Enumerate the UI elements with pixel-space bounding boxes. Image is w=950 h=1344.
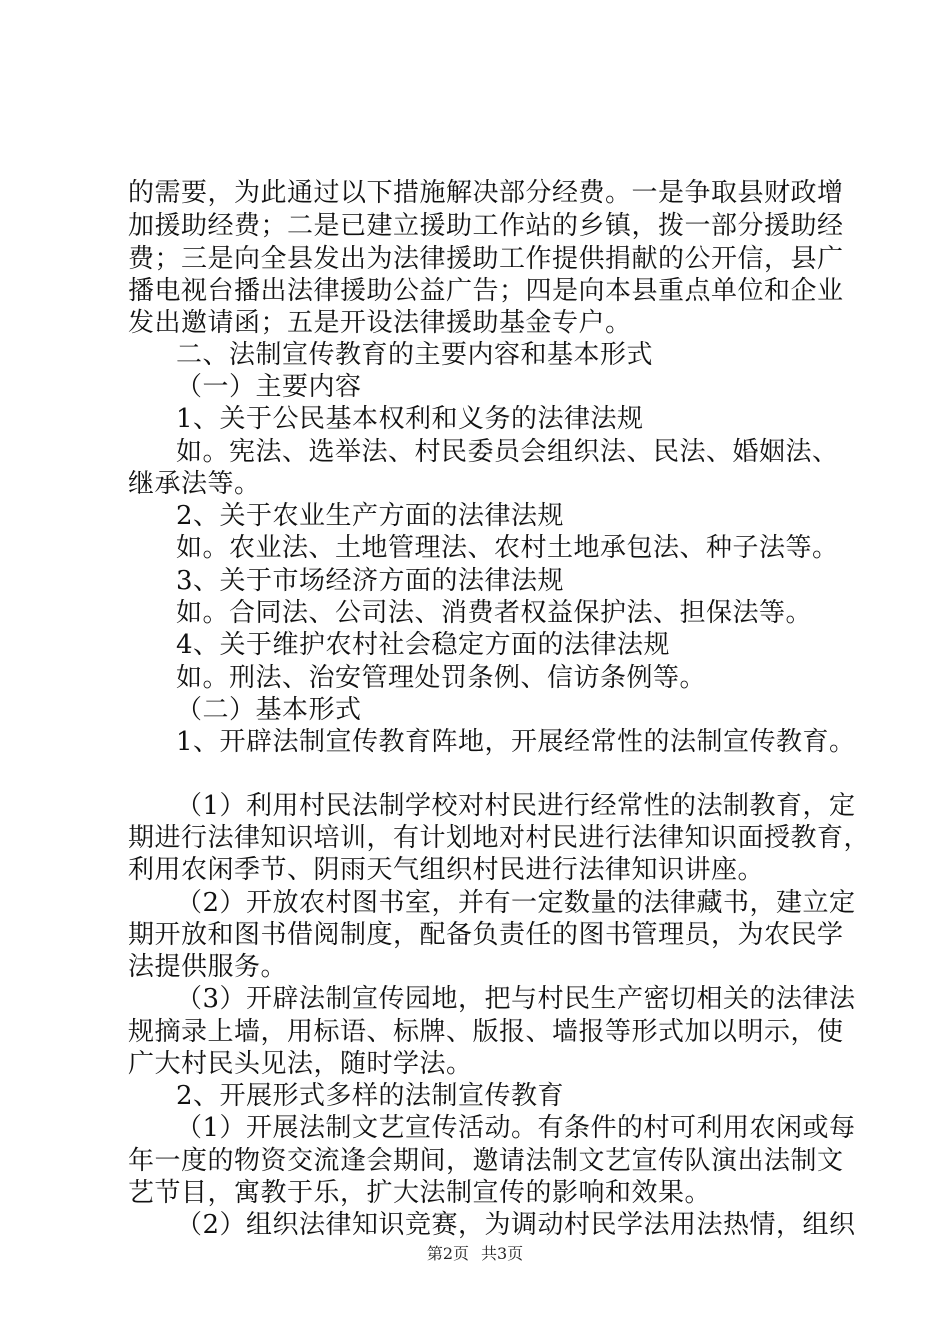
text-line: 法提供服务。 bbox=[128, 952, 288, 982]
text-line: （3）开辟法制宣传园地，把与村民生产密切相关的法律法 bbox=[176, 984, 856, 1014]
text-line: 播电视台播出法律援助公益广告；四是向本县重点单位和企业 bbox=[128, 276, 844, 306]
text-line: 发出邀请函；五是开设法律援助基金专户。 bbox=[128, 308, 632, 338]
text-line: 艺节目，寓教于乐，扩大法制宣传的影响和效果。 bbox=[128, 1178, 712, 1208]
text-line: 费；三是向全县发出为法律援助工作提供捐献的公开信，县广 bbox=[128, 244, 844, 274]
page-footer bbox=[0, 1244, 950, 1264]
text-line: 年一度的物资交流逢会期间，邀请法制文艺宣传队演出法制文 bbox=[128, 1146, 844, 1176]
text-line: 规摘录上墙，用标语、标牌、版报、墙报等形式加以明示，使 bbox=[128, 1017, 844, 1047]
text-line: （2）开放农村图书室，并有一定数量的法律藏书，建立定 bbox=[176, 888, 856, 918]
page-total: 共3页 bbox=[481, 1244, 524, 1263]
text-line: 继承法等。 bbox=[128, 469, 261, 499]
section-heading: 二、法制宣传教育的主要内容和基本形式 bbox=[176, 340, 654, 370]
text-line: 加援助经费；二是已建立援助工作站的乡镇，拨一部分援助经 bbox=[128, 211, 844, 241]
text-line: 如。合同法、公司法、消费者权益保护法、担保法等。 bbox=[176, 598, 813, 628]
text-line: 如。农业法、土地管理法、农村土地承包法、种子法等。 bbox=[176, 533, 839, 563]
text-line: 如。刑法、治安管理处罚条例、信访条例等。 bbox=[176, 663, 707, 693]
subsection-heading: （一）主要内容 bbox=[176, 372, 362, 402]
item-heading: 1、关于公民基本权利和义务的法律法规 bbox=[176, 404, 644, 434]
item-heading: 2、关于农业生产方面的法律法规 bbox=[176, 501, 565, 531]
item-heading: 3、关于市场经济方面的法律法规 bbox=[176, 566, 565, 596]
text-line: 期进行法律知识培训，有计划地对村民进行法律知识面授教育， bbox=[128, 823, 871, 853]
page-number: 第2页 bbox=[426, 1244, 469, 1263]
item-heading: 4、关于维护农村社会稳定方面的法律法规 bbox=[176, 630, 671, 660]
text-line: （1）利用村民法制学校对村民进行经常性的法制教育，定 bbox=[176, 791, 856, 821]
text-line: （2）组织法律知识竞赛，为调动村民学法用法热情，组织 bbox=[176, 1210, 856, 1240]
text-line: 利用农闲季节、阴雨天气组织村民进行法律知识讲座。 bbox=[128, 855, 765, 885]
subsection-heading: （二）基本形式 bbox=[176, 695, 362, 725]
text-line: （1）开展法制文艺宣传活动。有条件的村可利用农闲或每 bbox=[176, 1113, 856, 1143]
text-line: 广大村民头见法，随时学法。 bbox=[128, 1049, 473, 1079]
text-line: 如。宪法、选举法、村民委员会组织法、民法、婚姻法、 bbox=[176, 437, 839, 467]
item-heading: 2、开展形式多样的法制宣传教育 bbox=[176, 1081, 565, 1111]
item-heading: 1、开辟法制宣传教育阵地，开展经常性的法制宣传教育。 bbox=[176, 727, 856, 757]
text-line: 期开放和图书借阅制度，配备负责任的图书管理员，为农民学 bbox=[128, 920, 844, 950]
text-line: 的需要，为此通过以下措施解决部分经费。一是争取县财政增 bbox=[128, 178, 844, 208]
